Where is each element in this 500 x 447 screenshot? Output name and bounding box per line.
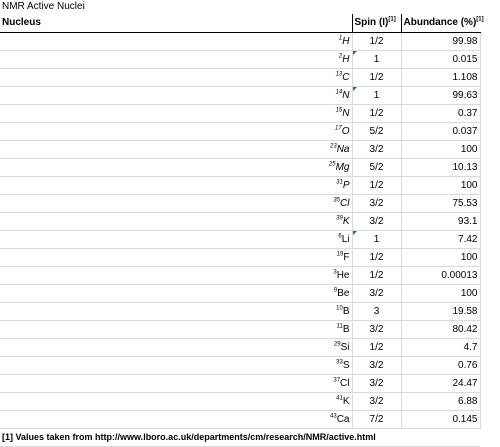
- spin-value: 3/2: [369, 359, 384, 371]
- nucleus-cell[interactable]: [0, 176, 352, 194]
- element-symbol: S: [342, 359, 350, 371]
- table-row: [0, 86, 480, 104]
- spin-value: 1: [373, 53, 380, 65]
- spin-value: 3/2: [369, 395, 384, 407]
- abundance-cell[interactable]: 6.88: [401, 392, 480, 410]
- nucleus-cell[interactable]: [0, 248, 352, 266]
- mass-number: 6: [338, 233, 342, 240]
- table-row: [0, 122, 480, 140]
- table-row: [0, 356, 480, 374]
- element-symbol: P: [342, 179, 350, 191]
- spin-cell[interactable]: [352, 50, 401, 68]
- spin-cell[interactable]: [352, 284, 401, 302]
- abundance-cell[interactable]: 100: [401, 140, 480, 158]
- table-row: [0, 32, 480, 50]
- mass-number: 19: [336, 251, 344, 258]
- mass-number: 39: [336, 215, 343, 222]
- abundance-cell[interactable]: 0.37: [401, 104, 480, 122]
- spin-cell[interactable]: [352, 68, 401, 86]
- table-row: [0, 248, 480, 266]
- table-row: [0, 410, 480, 428]
- comment-indicator-icon: [353, 87, 357, 91]
- abundance-cell[interactable]: 10.13: [401, 158, 480, 176]
- abundance-cell[interactable]: 100: [401, 176, 480, 194]
- mass-number: 14: [335, 89, 343, 96]
- sheet-title: NMR Active Nuclei: [2, 1, 85, 12]
- table-row: [0, 104, 480, 122]
- nucleus-cell[interactable]: [0, 284, 352, 302]
- mass-number: 13: [335, 71, 343, 78]
- table-row: [0, 266, 480, 284]
- table-row: [0, 230, 480, 248]
- abundance-cell[interactable]: 75.53: [401, 194, 480, 212]
- header-spin-label: Spin (I): [354, 17, 389, 29]
- mass-number: 43: [330, 413, 337, 420]
- spin-cell[interactable]: [352, 158, 401, 176]
- mass-number: 29: [333, 341, 341, 348]
- spin-cell[interactable]: [352, 374, 401, 392]
- element-symbol: O: [341, 125, 350, 137]
- spin-cell[interactable]: [352, 86, 401, 104]
- nucleus-cell[interactable]: [0, 302, 352, 320]
- table-row: [0, 176, 480, 194]
- spin-cell[interactable]: [352, 410, 401, 428]
- element-symbol: H: [342, 35, 350, 47]
- abundance-cell[interactable]: 0.76: [401, 356, 480, 374]
- element-symbol: Cl: [340, 377, 350, 389]
- spin-value: 1/2: [369, 251, 384, 263]
- footnote[interactable]: [1] Values taken from http://www.lboro.ac.uk/departments/cm/research/NMR/active.html: [0, 428, 480, 446]
- mass-number: 25: [328, 161, 336, 168]
- nucleus-cell[interactable]: [0, 392, 352, 410]
- nucleus-cell[interactable]: [0, 338, 352, 356]
- table-row: [0, 158, 480, 176]
- abundance-cell[interactable]: 80.42: [401, 320, 480, 338]
- spin-value: 1/2: [369, 269, 384, 281]
- nucleus-cell[interactable]: [0, 212, 352, 230]
- header-spin-ref: [1]: [388, 16, 396, 23]
- footnote-row: [0, 428, 480, 446]
- comment-indicator-icon: [353, 231, 357, 235]
- element-symbol: K: [342, 215, 350, 227]
- table-row: [0, 212, 480, 230]
- abundance-cell[interactable]: 100: [401, 248, 480, 266]
- table-row: [0, 320, 480, 338]
- abundance-cell[interactable]: 93.1: [401, 212, 480, 230]
- element-symbol: Si: [340, 341, 350, 353]
- element-symbol: N: [342, 107, 350, 119]
- spin-value: 1: [373, 233, 380, 245]
- header-abundance-ref: [1]: [476, 16, 484, 23]
- nucleus-cell[interactable]: [0, 194, 352, 212]
- table-row: [0, 392, 480, 410]
- spin-cell[interactable]: [352, 392, 401, 410]
- abundance-cell[interactable]: 99.98: [401, 32, 480, 50]
- abundance-cell[interactable]: 0.145: [401, 410, 480, 428]
- abundance-cell[interactable]: 0.015: [401, 50, 480, 68]
- element-symbol: F: [343, 251, 350, 263]
- table-row: [0, 194, 480, 212]
- mass-number: 10: [336, 305, 343, 312]
- nucleus-cell[interactable]: [0, 122, 352, 140]
- mass-number: 31: [336, 179, 343, 186]
- element-symbol: H: [342, 53, 350, 65]
- spin-value: 5/2: [369, 161, 384, 173]
- element-symbol: Na: [336, 143, 350, 155]
- nucleus-cell[interactable]: [0, 158, 352, 176]
- mass-number: 37: [333, 377, 341, 384]
- element-symbol: Mg: [335, 161, 350, 173]
- mass-number: 9: [333, 287, 338, 294]
- spin-cell[interactable]: [352, 338, 401, 356]
- table-row: [0, 50, 480, 68]
- mass-number: 3: [333, 269, 337, 276]
- table-row: [0, 284, 480, 302]
- table-row: [0, 338, 480, 356]
- spin-cell[interactable]: [352, 122, 401, 140]
- element-symbol: Be: [337, 287, 350, 299]
- abundance-cell[interactable]: 99.63: [401, 86, 480, 104]
- spin-value: 3/2: [369, 215, 384, 227]
- spin-cell[interactable]: [352, 230, 401, 248]
- spin-value: 3: [373, 305, 380, 317]
- element-symbol: Cl: [340, 197, 350, 209]
- spin-cell[interactable]: [352, 140, 401, 158]
- mass-number: 23: [330, 143, 337, 150]
- spin-value: 1/2: [369, 107, 384, 119]
- spin-value: 3/2: [369, 197, 384, 209]
- header-nucleus[interactable]: Nucleus: [0, 14, 352, 32]
- comment-indicator-icon: [353, 51, 357, 55]
- spin-value: 3/2: [369, 143, 384, 155]
- abundance-cell[interactable]: 0.037: [401, 122, 480, 140]
- nucleus-cell[interactable]: [0, 320, 352, 338]
- spin-cell[interactable]: [352, 176, 401, 194]
- spin-value: 3/2: [369, 377, 384, 389]
- nucleus-cell[interactable]: [0, 68, 352, 86]
- mass-number: 17: [335, 125, 342, 132]
- element-symbol: N: [342, 89, 350, 101]
- abundance-cell[interactable]: 7.42: [401, 230, 480, 248]
- table-row: [0, 68, 480, 86]
- spin-value: 1/2: [369, 341, 384, 353]
- element-symbol: He: [336, 269, 350, 281]
- spin-value: 3/2: [369, 287, 384, 299]
- spin-value: 1/2: [369, 35, 384, 47]
- nucleus-cell[interactable]: [0, 104, 352, 122]
- mass-number: 11: [336, 323, 343, 330]
- abundance-cell[interactable]: 24.47: [401, 374, 480, 392]
- nucleus-cell[interactable]: [0, 374, 352, 392]
- nucleus-cell[interactable]: [0, 230, 352, 248]
- mass-number: 1: [338, 35, 343, 42]
- element-symbol: Li: [341, 233, 350, 245]
- spin-cell[interactable]: [352, 248, 401, 266]
- mass-number: 15: [335, 107, 343, 114]
- spin-cell[interactable]: [352, 302, 401, 320]
- nuclei-table: [0, 14, 484, 447]
- header-row: [0, 14, 480, 32]
- element-symbol: B: [342, 323, 350, 335]
- spin-value: 1: [373, 89, 380, 101]
- table-row: [0, 302, 480, 320]
- nucleus-cell[interactable]: [0, 410, 352, 428]
- abundance-cell[interactable]: 100: [401, 284, 480, 302]
- spin-value: 1/2: [369, 71, 384, 83]
- nucleus-cell[interactable]: [0, 32, 352, 50]
- element-symbol: C: [342, 71, 350, 83]
- spin-cell[interactable]: [352, 194, 401, 212]
- header-abundance[interactable]: [401, 14, 484, 32]
- table-row: [0, 140, 480, 158]
- mass-number: 35: [333, 197, 341, 204]
- header-spin[interactable]: [352, 14, 401, 32]
- mass-number: 2: [338, 53, 343, 60]
- spin-cell[interactable]: [352, 32, 401, 50]
- spin-cell[interactable]: [352, 356, 401, 374]
- table-row: [0, 374, 480, 392]
- mass-number: 41: [336, 395, 343, 402]
- mass-number: 33: [336, 359, 343, 366]
- header-abundance-label: Abundance (%): [403, 17, 477, 29]
- spin-cell[interactable]: [352, 320, 401, 338]
- spin-value: 5/2: [369, 125, 384, 137]
- element-symbol: K: [342, 395, 350, 407]
- element-symbol: Ca: [336, 413, 350, 425]
- nucleus-cell[interactable]: [0, 50, 352, 68]
- spin-cell[interactable]: [352, 212, 401, 230]
- spin-value: 3/2: [369, 323, 384, 335]
- spin-cell[interactable]: [352, 104, 401, 122]
- spin-value: 7/2: [369, 413, 384, 425]
- abundance-cell[interactable]: 1.108: [401, 68, 480, 86]
- spin-cell[interactable]: [352, 266, 401, 284]
- abundance-cell[interactable]: 4.7: [401, 338, 480, 356]
- nucleus-cell[interactable]: [0, 356, 352, 374]
- nucleus-cell[interactable]: [0, 266, 352, 284]
- abundance-cell[interactable]: 0.00013: [401, 266, 480, 284]
- element-symbol: B: [342, 305, 350, 317]
- abundance-cell[interactable]: 19.58: [401, 302, 480, 320]
- nucleus-cell[interactable]: [0, 140, 352, 158]
- nucleus-cell[interactable]: [0, 86, 352, 104]
- spin-value: 1/2: [369, 179, 384, 191]
